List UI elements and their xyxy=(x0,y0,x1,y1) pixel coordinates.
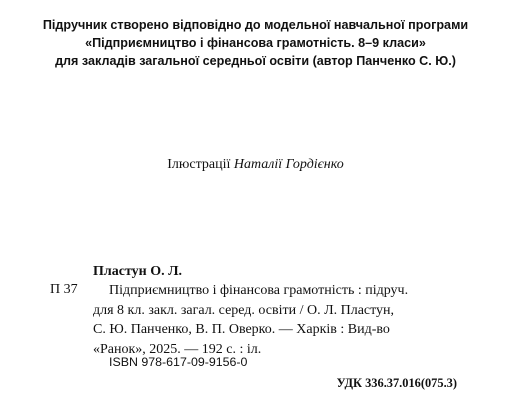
catalog-author: Пластун О. Л. xyxy=(93,264,183,279)
program-note-line-3: для закладів загальної середньої освіти (автор Панченко С. Ю.) xyxy=(55,54,456,68)
catalog-code: П 37 xyxy=(50,282,78,297)
isbn: ISBN 978-617-09-9156-0 xyxy=(109,355,248,369)
biblio-line: для 8 кл. закл. загал. серед. освіти / О. Л. Пластун, xyxy=(93,302,395,318)
program-note xyxy=(0,16,511,70)
illustrations-label: Ілюстрації xyxy=(167,157,231,172)
biblio-line: «Ранок», 2025. — 192 с. : іл. xyxy=(93,341,262,357)
udk-code: УДК 336.37.016(075.3) xyxy=(336,376,457,390)
biblio-line: Підприємництво і фінансова грамотність : підруч. xyxy=(109,283,409,298)
program-note-line-1: Підручник створено відповідно до модельної навчальної програми xyxy=(42,18,469,32)
bibliographic-description xyxy=(93,281,409,359)
illustrations-credit xyxy=(0,156,511,174)
biblio-line: С. Ю. Панченко, В. П. Оверко. — Харків : Вид-во xyxy=(93,322,390,337)
illustrator-name: Наталії Гордієнко xyxy=(233,157,344,172)
program-note-line-2: «Підприємництво і фінансова грамотність. 8–9 класи» xyxy=(85,36,426,50)
